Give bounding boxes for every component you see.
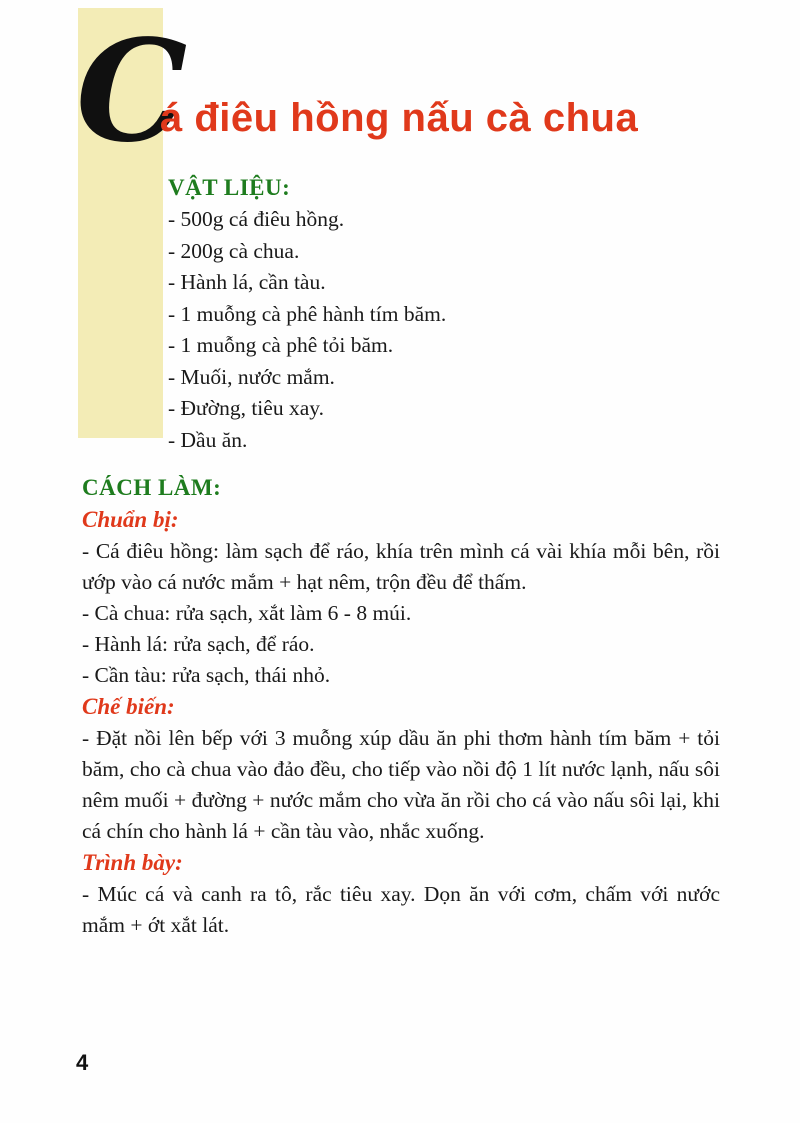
method-step-label-prepare: Chuẩn bị: [82,507,179,532]
ingredient-item: - 200g cà chua. [168,238,300,263]
ingredient-item: - Hành lá, cần tàu. [168,270,326,294]
method-paragraph: - Cần tàu: rửa sạch, thái nhỏ. [82,663,331,687]
drop-cap-letter: C [76,10,188,174]
method-heading: CÁCH LÀM: [82,475,222,500]
method-paragraph: - Cà chua: rửa sạch, xắt làm 6 - 8 múi. [82,601,412,625]
ingredients-heading: VẬT LIỆU: [168,175,291,200]
method-paragraph: - Múc cá và canh ra tô, rắc tiêu xay. Dọn ăn với cơm, chấm với nước mắm + ớt xắt lát. [82,882,720,937]
method-paragraph: - Đặt nồi lên bếp với 3 muỗng xúp dầu ăn phi thơm hành tím băm + tỏi băm, cho cà chua vào đảo đều, cho tiếp vào nồi độ 1 lít nước lạnh, nấu sôi nêm muối + đường + nước mắm cho vừa ăn rồi cho cá vào nấu sôi lại, khi cá chín cho hành lá + cần tàu vào, nhắc xuống. [82,726,720,843]
method-step-label-cook: Chế biến: [82,694,175,719]
ingredient-item: - Muối, nước mắm. [168,364,335,389]
method-step-label-serve: Trình bày: [82,850,183,875]
recipe-title: á điêu hồng nấu cà chua [160,96,639,140]
page-number: 4 [76,1050,89,1075]
method-section [82,472,720,941]
ingredient-item: - Đường, tiêu xay. [168,396,324,420]
ingredient-item: - Dầu ăn. [168,427,248,452]
method-paragraph: - Hành lá: rửa sạch, để ráo. [82,632,315,656]
ingredient-item: - 1 muỗng cà phê tỏi băm. [168,333,394,357]
ingredient-item: - 500g cá điêu hồng. [168,207,345,231]
ingredients-section [168,172,648,456]
method-paragraph: - Cá điêu hồng: làm sạch để ráo, khía trên mình cá vài khía mỗi bên, rồi ướp vào cá nước mắm + hạt nêm, trộn đều để thấm. [82,539,720,594]
ingredient-item: - 1 muỗng cà phê hành tím băm. [168,301,447,326]
